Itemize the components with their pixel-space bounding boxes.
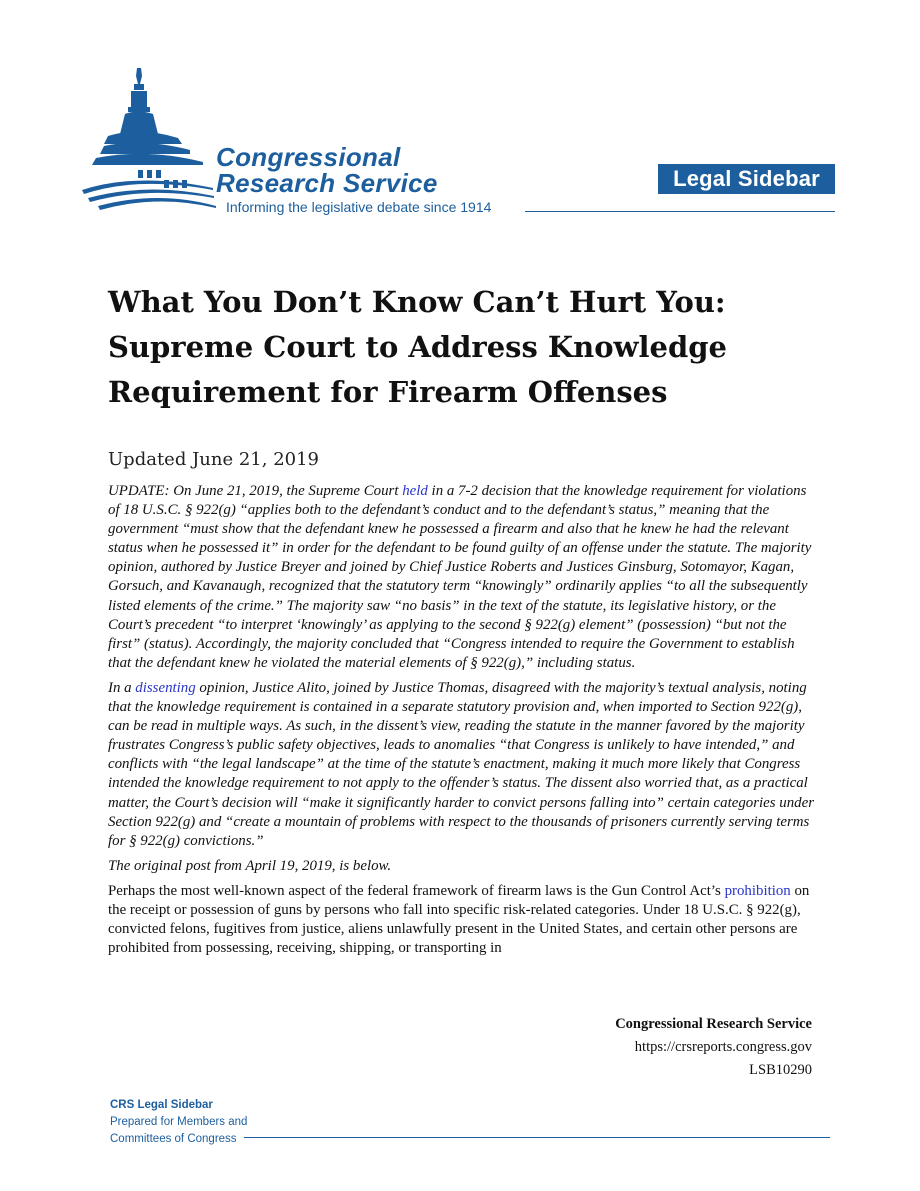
original-post-note: The original post from April 19, 2019, is below. [108,857,392,874]
bottom-label [110,1097,247,1148]
held-link[interactable]: held [402,483,428,499]
capitol-dome-icon [78,64,218,216]
org-name-line2: Research Service [216,168,438,198]
legal-sidebar-badge: Legal Sidebar [658,164,835,194]
title-line-3: Requirement for Firearm Offenses [108,375,668,409]
prohibition-link[interactable]: prohibition [724,882,791,899]
updated-date: Updated June 21, 2019 [108,449,320,470]
dissenting-link[interactable]: dissenting [135,679,196,696]
dissent-paragraph [108,679,814,851]
footer-url[interactable]: https://crsreports.congress.gov [634,1039,812,1055]
main-text-pre: Perhaps the most well-known aspect of the federal framework of firearm laws is the Gun Control Act’s [108,882,725,899]
update-text-post: in a 7-2 decision that the knowledge requirement for violations of 18 U.S.C. § 922(g) “applies both to the defendant’s conduct and to the defendant’s status,” meaning that the government “must show that the defendant knew he possessed a firearm and also that he knew he had the relevant status when he possessed it” in order for the defendant to be found guilty of an offense under the statute. The majority opinion, authored by Justice Breyer and joined by Chief Justice Roberts and Justices Ginsburg, Sotomayor, Kagan, Gorsuch, and Kavanaugh, recognized that the statutory term “knowingly” ordinarily applies “to all the subsequently listed elements of the crime.” The majority saw “no basis” in the text of the statute, its legislative history, or the Court’s precedent “to interpret ‘knowingly’ as applying to the second § 922(g) element” (possession) “but not the first” (status). Accordingly, the majority concluded that “Congress intended to require the Government to establish that the defendant knew he violated the material elements of § 922(g),” including status. [108,483,812,671]
org-name-line1: Congressional [216,142,401,172]
tagline: Informing the legislative debate since 1914 [226,199,492,215]
dissent-text-post: opinion, Justice Alito, joined by Justice Thomas, disagreed with the majority’s textual analysis, noting that the knowledge requirement is contained in a separate statutory provision and, when imported to Section 922(g), can be read in multiple ways. As such, in the dissent’s view, reading the statute in the manner favored by the majority frustrates Congress’s public safety objectives, leads to anomalies “that Congress is unlikely to have intended,” and conflicts with “the legal landscape” at the time of the statute’s enactment, making it much more likely that Congress intended the knowledge requirement to not apply to the offender’s status. The dissent also worried that, as a practical matter, the Court’s decision will “make it significantly harder to convict persons falling into” certain categories under Section 922(g) and “create a mountain of problems with respect to the thousands of prisoners currently serving terms for § 922(g) convictions.” [108,679,815,849]
main-paragraph [108,882,814,958]
bottom-rule [244,1137,830,1138]
crs-logo [78,64,538,224]
update-paragraph [108,482,814,673]
article-body [108,482,814,964]
main-text-post: on the receipt or possession of guns by persons who fall into specific risk-related categories. Under 18 U.S.C. § 922(g), convicted felons, fugitives from justice, aliens unlawfully present in the United States, and certain other persons are prohibited from possessing, receiving, shipping, or transporting in [108,882,810,957]
bottom-line-2: Prepared for Members and [110,1116,248,1128]
title-line-1: What You Don’t Know Can’t Hurt You: [108,285,726,319]
update-text-pre: UPDATE: On June 21, 2019, the Supreme Court [108,483,403,499]
footer-org: Congressional Research Service [615,1016,812,1032]
page-title [108,280,828,415]
dissent-text-pre: In a [108,679,136,696]
footer-report-id: LSB10290 [749,1062,812,1078]
crs-footer [615,1013,812,1082]
bottom-line-1: CRS Legal Sidebar [110,1099,213,1111]
bottom-line-3: Committees of Congress [110,1133,237,1145]
title-line-2: Supreme Court to Address Knowledge [108,330,727,364]
header-rule [525,211,835,212]
